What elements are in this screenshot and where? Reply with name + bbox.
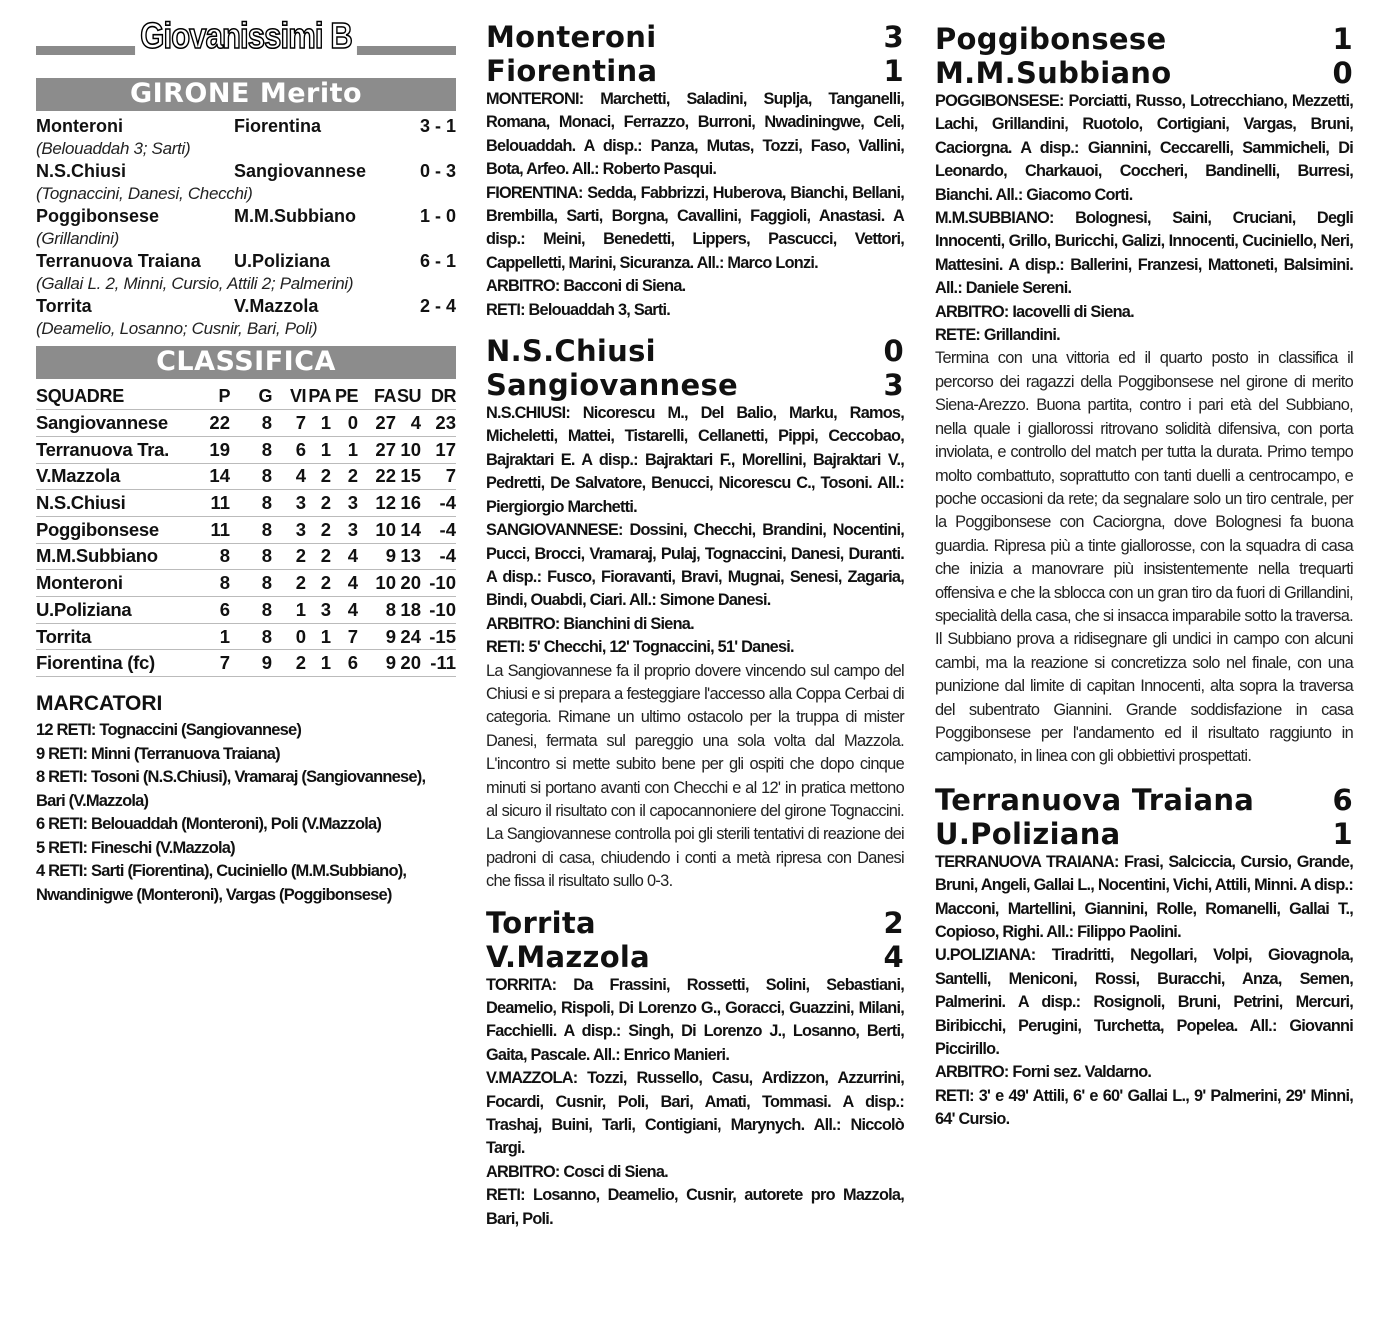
games-cell: 8 [230, 516, 272, 543]
wins-cell: 7 [272, 410, 306, 437]
result-away: M.M.Subbiano [234, 206, 356, 226]
marcatori-list [36, 719, 456, 907]
draws-cell: 3 [306, 597, 331, 624]
losses-cell: 1 [331, 436, 358, 463]
result-score: 6 - 1 [419, 251, 456, 271]
wins-cell: 4 [272, 463, 306, 490]
goals-for-cell: 10 [358, 516, 396, 543]
draws-cell: 2 [306, 490, 331, 517]
result-away: Sangiovannese [234, 161, 367, 181]
goals-for-cell: 22 [358, 463, 396, 490]
standings-header-row [36, 383, 456, 410]
wins-cell: 3 [272, 490, 306, 517]
goals: RETI: 3' e 49' Attili, 6' e 60' Gallai L., 9' Palmerini, 29' Minni, 64' Cursio. [935, 1086, 1353, 1129]
table-row [36, 543, 456, 570]
losses-cell: 3 [331, 490, 358, 517]
lineup-away: SANGIOVANNESE: Dossini, Checchi, Brandini, Nocentini, Pucci, Brocci, Vramaraj, Pulaj, Tognaccini, Danesi, Duranti. A disp.: Fusco, Fioravanti, Bravi, Mugnai, Senesi, Zagaria, Bindi, Ouabdi, Ciari. All.: Simone Danesi. [486, 521, 904, 610]
losses-cell: 4 [331, 543, 358, 570]
games-cell: 8 [230, 463, 272, 490]
lineup-home: POGGIBONSESE: Porciatti, Russo, Lotrecchiano, Mezzetti, Lachi, Grillandini, Ruotolo, Cortigiani, Vargas, Bruni, Caciorgna. A disp.: Giannini, Ceccarelli, Sammicheli, Di Leonardo, Charkauoi, Coccheri, Bandinelli, Burresi, Bianchi. All.: Giacomo Corti. [935, 92, 1353, 204]
section-title [36, 16, 456, 60]
col-header: PE [334, 385, 358, 406]
table-row [36, 490, 456, 517]
table-row [36, 650, 456, 677]
goal-diff-cell: -11 [421, 650, 456, 677]
result-scorers: (Tognaccini, Danesi, Checchi) [36, 183, 253, 203]
away-score: 0 [1332, 56, 1353, 90]
home-score: 0 [883, 334, 904, 369]
col-header: G [258, 385, 272, 406]
page-title: Giovanissimi B [135, 16, 357, 56]
list-item: 9 RETI: Minni (Terranuova Traiana) [36, 744, 280, 763]
home-score: 2 [883, 905, 904, 940]
goal-diff-cell: 23 [421, 410, 456, 437]
home-score: 1 [1332, 22, 1353, 56]
games-cell: 8 [230, 623, 272, 650]
draws-cell: 2 [306, 463, 331, 490]
goals-against-cell: 20 [396, 650, 421, 677]
points-cell: 7 [198, 650, 230, 677]
away-team: M.M.Subbiano [935, 56, 1172, 90]
goals: RETI: Belouaddah 3, Sarti. [486, 300, 671, 319]
result-score: 3 - 1 [419, 116, 456, 136]
goals-for-cell: 27 [358, 410, 396, 437]
col-header: FA [373, 385, 396, 406]
home-team: N.S.Chiusi [486, 334, 656, 369]
result-away: V.Mazzola [234, 296, 319, 316]
goals: RETI: 5' Checchi, 12' Tognaccini, 51' Danesi. [486, 638, 794, 657]
result-item [36, 205, 456, 250]
goals-against-cell: 16 [396, 490, 421, 517]
list-item: 4 RETI: Sarti (Fiorentina), Cuciniello (M.M.Subbiano), Nwandinigwe (Monteroni), Vargas (Poggibonsese) [36, 862, 407, 904]
wins-cell: 6 [272, 436, 306, 463]
lineup-home: MONTERONI: Marchetti, Saladini, Suplja, Tanganelli, Romana, Monaci, Ferrazzo, Burroni, Nwadiningwe, Celi, Belouaddah. A disp.: Panza, Mutas, Tozzi, Faso, Vallini, Bota, Arfeo. All.: Roberto Pasqui. [486, 90, 904, 179]
goals: RETE: Grillandini. [935, 326, 1060, 345]
points-cell: 8 [198, 570, 230, 597]
girone-header: GIRONE Merito [36, 78, 456, 111]
goal-diff-cell: -4 [421, 543, 456, 570]
results-list [36, 115, 456, 340]
result-home: N.S.Chiusi [36, 161, 127, 181]
team-name-cell: Sangiovannese [36, 410, 198, 437]
lineup-away: FIORENTINA: Sedda, Fabbrizzi, Huberova, Bianchi, Bellani, Brembilla, Sarti, Borgna, Cavallini, Faggioli, Anastasi. A disp.: Meini, Benedetti, Lippers, Pascucci, Vettori, Cappelletti, Marini, Sicuranza. All.: Marco Lonzi. [486, 183, 904, 272]
table-row [36, 570, 456, 597]
lineup-home: N.S.CHIUSI: Nicorescu M., Del Balio, Marku, Ramos, Micheletti, Mattei, Tistarelli, Cellanetti, Pippi, Ceccobao, Bajraktari E. A disp.: Bajraktari F., Morellini, Bajraktari V., Pedretti, De Salvatore, Benucci, Nicorescu C., Tosoni. All.: Piergiorgio Marchetti. [486, 404, 904, 516]
result-home: Poggibonsese [36, 206, 160, 226]
match-poggibonsese [935, 22, 1353, 769]
goals-against-cell: 24 [396, 623, 421, 650]
points-cell: 11 [198, 490, 230, 517]
goals: RETI: Losanno, Deamelio, Cusnir, autorete pro Mazzola, Bari, Poli. [486, 1186, 904, 1228]
team-name-cell: Fiorentina (fc) [36, 650, 198, 677]
match-report: Termina con una vittoria ed il quarto posto in classifica il percorso dei ragazzi della Poggibonsese nel girone di merito Siena-Arezzo. Buona partita, contro i pari età del Subbiano, nella quale i giallorossi ritrovano solidità difensiva, con porta inviolata, e controllo del match per tutta la durata. Primo tempo molto combattuto, soprattutto con tanti duelli a centrocampo, e poche occasioni da rete; da segnalare solo un tiro centrale, per la Poggibonsese con Caciorgna, dove Bolognesi fa buona guardia. Ripresa più a tinte giallorosse, con la squadra di casa che inizia a manovrare più insistentemente nella trequarti offensiva e che la sblocca con un gran tiro da fuori di Grillandini, specialità della casa, che si insacca imparabile sotto la traversa. Il Subbiano prova a ridisegnare gli undici in campo con alcuni cambi, ma la reazione si concretizza solo nel finale, con una punizione dal limite di capitan Innocenti, alta sopra la traversa del subentrato Giannini. Grande soddisfazione in casa Poggibonsese per l'andamento ed il risultato raggiunto in campionato, in linea con gli obbiettivi prospettati. [935, 349, 1353, 766]
team-name-cell: Terranuova Tra. [36, 436, 198, 463]
draws-cell: 1 [306, 623, 331, 650]
match-torrita [486, 906, 904, 1231]
losses-cell: 7 [331, 623, 358, 650]
away-score: 3 [883, 368, 904, 403]
list-item: 6 RETI: Belouaddah (Monteroni), Poli (V.Mazzola) [36, 815, 382, 834]
lineup-home: TERRANUOVA TRAIANA: Frasi, Salciccia, Cursio, Grande, Bruni, Angeli, Gallai L., Nocentini, Vichi, Attili, Minni. A disp.: Macconi, Martellini, Giannini, Rolle, Romanelli, Gallai T., Copioso, Righi. All.: Filippo Paolini. [935, 852, 1353, 941]
points-cell: 8 [198, 543, 230, 570]
games-cell: 8 [230, 436, 272, 463]
match-terranuova [935, 783, 1353, 1132]
wins-cell: 2 [272, 650, 306, 677]
points-cell: 19 [198, 436, 230, 463]
losses-cell: 2 [331, 463, 358, 490]
standings-table [36, 383, 456, 677]
away-team: V.Mazzola [486, 939, 651, 974]
draws-cell: 1 [306, 410, 331, 437]
draws-cell: 1 [306, 436, 331, 463]
col-header: P [218, 385, 230, 406]
result-home: Terranuova Traiana [36, 251, 201, 271]
goals-against-cell: 13 [396, 543, 421, 570]
list-item: 12 RETI: Tognaccini (Sangiovannese) [36, 721, 302, 740]
referee: ARBITRO: Iacovelli di Siena. [935, 302, 1134, 321]
goals-for-cell: 12 [358, 490, 396, 517]
result-score: 1 - 0 [419, 206, 456, 226]
wins-cell: 2 [272, 543, 306, 570]
away-score: 4 [883, 939, 904, 974]
table-row [36, 516, 456, 543]
match-report: La Sangiovannese fa il proprio dovere vincendo sul campo del Chiusi e si prepara a festeggiare l'accesso alla Coppa Cerbai di categoria. Rimane un ultimo ostacolo per la truppa di mister Danesi, fermata sul pareggio una sola volta dal Mazzola. L'incontro si mette subito bene per gli ospiti che dopo cinque minuti si portano avanti con Checchi e al 12' in pratica mettono al sicuro il risultato con il capocannoniere del girone Tognaccini. La Sangiovannese controlla poi gli sterili tentativi di reazione dei padroni di casa, chiudendo i conti a metà ripresa con Danesi che fissa il risultato sullo 0-3. [486, 661, 904, 891]
wins-cell: 0 [272, 623, 306, 650]
list-item: 8 RETI: Tosoni (N.S.Chiusi), Vramaraj (Sangiovannese), Bari (V.Mazzola) [36, 768, 426, 810]
match-chiusi [486, 334, 904, 894]
goal-diff-cell: -4 [421, 490, 456, 517]
col-header: SQUADRE [36, 385, 124, 406]
points-cell: 11 [198, 516, 230, 543]
goal-diff-cell: 17 [421, 436, 456, 463]
result-item [36, 250, 456, 295]
goals-against-cell: 15 [396, 463, 421, 490]
goals-against-cell: 4 [396, 410, 421, 437]
points-cell: 14 [198, 463, 230, 490]
team-name-cell: U.Poliziana [36, 597, 198, 624]
result-home: Torrita [36, 296, 92, 316]
points-cell: 22 [198, 410, 230, 437]
goals-for-cell: 8 [358, 597, 396, 624]
draws-cell: 2 [306, 543, 331, 570]
match-column-center [486, 20, 904, 1231]
wins-cell: 2 [272, 570, 306, 597]
standings-column [36, 0, 456, 907]
team-name-cell: Poggibonsese [36, 516, 198, 543]
away-team: Sangiovannese [486, 368, 738, 403]
goals-for-cell: 10 [358, 570, 396, 597]
team-name-cell: Torrita [36, 623, 198, 650]
losses-cell: 4 [331, 570, 358, 597]
points-cell: 6 [198, 597, 230, 624]
team-name-cell: N.S.Chiusi [36, 490, 198, 517]
result-score: 0 - 3 [419, 161, 456, 181]
draws-cell: 1 [306, 650, 331, 677]
table-row [36, 597, 456, 624]
away-score: 1 [883, 54, 904, 88]
result-home: Monteroni [36, 116, 123, 136]
result-scorers: (Belouaddah 3; Sarti) [36, 138, 191, 158]
match-column-right [935, 22, 1353, 1132]
home-team: Terranuova Traiana [935, 782, 1255, 817]
points-cell: 1 [198, 623, 230, 650]
draws-cell: 2 [306, 516, 331, 543]
goal-diff-cell: -10 [421, 597, 456, 624]
referee: ARBITRO: Cosci di Siena. [486, 1162, 668, 1181]
wins-cell: 3 [272, 516, 306, 543]
result-score: 2 - 4 [419, 296, 456, 316]
standings-body [36, 410, 456, 677]
away-score: 1 [1332, 816, 1353, 851]
classifica-header: CLASSIFICA [36, 346, 456, 379]
lineup-home: TORRITA: Da Frassini, Rossetti, Solini, Sebastiani, Deamelio, Rispoli, Di Lorenzo G., Goracci, Guazzini, Milani, Facchielli. A disp.: Singh, Di Lorenzo J., Losanno, Berti, Gaita, Pascale. All.: Enrico Manieri. [486, 975, 904, 1064]
goal-diff-cell: -10 [421, 570, 456, 597]
table-row [36, 623, 456, 650]
away-team: U.Poliziana [935, 816, 1121, 851]
goals-for-cell: 9 [358, 543, 396, 570]
col-header: VI [289, 385, 306, 406]
goal-diff-cell: 7 [421, 463, 456, 490]
result-item [36, 115, 456, 160]
games-cell: 8 [230, 543, 272, 570]
result-away: U.Poliziana [234, 251, 331, 271]
referee: ARBITRO: Bianchini di Siena. [486, 614, 694, 633]
result-scorers: (Deamelio, Losanno; Cusnir, Bari, Poli) [36, 318, 318, 338]
result-scorers: (Gallai L. 2, Minni, Cursio, Attili 2; Palmerini) [36, 273, 354, 293]
lineup-away: U.POLIZIANA: Tiradritti, Negollari, Volpi, Giovagnola, Santelli, Meniconi, Rossi, Buracchi, Anza, Semen, Palmerini. A disp.: Rosignoli, Bruni, Petrini, Mercuri, Biribicchi, Perugini, Turchetta, Popelea. All.: Giovanni Piccirillo. [935, 946, 1353, 1059]
col-header: SU [396, 385, 421, 406]
losses-cell: 3 [331, 516, 358, 543]
home-team: Monteroni [486, 20, 657, 54]
games-cell: 8 [230, 570, 272, 597]
referee: ARBITRO: Bacconi di Siena. [486, 277, 686, 296]
team-name-cell: Monteroni [36, 570, 198, 597]
draws-cell: 2 [306, 570, 331, 597]
result-away: Fiorentina [234, 116, 322, 136]
lineup-away: V.MAZZOLA: Tozzi, Russello, Casu, Ardizzon, Azzurrini, Focardi, Cusnir, Poli, Bari, Amati, Tommasi. A disp.: Trashaj, Buini, Tarli, Contigiani, Marynych. All.: Niccolò Targi. [486, 1069, 904, 1158]
col-header: PA [308, 385, 331, 406]
wins-cell: 1 [272, 597, 306, 624]
home-team: Poggibonsese [935, 22, 1167, 56]
goals-for-cell: 27 [358, 436, 396, 463]
referee: ARBITRO: Forni sez. Valdarno. [935, 1063, 1152, 1082]
goal-diff-cell: -4 [421, 516, 456, 543]
games-cell: 8 [230, 597, 272, 624]
result-item [36, 160, 456, 205]
home-team: Torrita [486, 905, 596, 940]
losses-cell: 6 [331, 650, 358, 677]
losses-cell: 4 [331, 597, 358, 624]
table-row [36, 436, 456, 463]
games-cell: 8 [230, 490, 272, 517]
result-scorers: (Grillandini) [36, 228, 120, 248]
table-row [36, 463, 456, 490]
goals-against-cell: 14 [396, 516, 421, 543]
games-cell: 9 [230, 650, 272, 677]
goals-against-cell: 10 [396, 436, 421, 463]
away-team: Fiorentina [486, 54, 658, 88]
goals-for-cell: 9 [358, 650, 396, 677]
goals-for-cell: 9 [358, 623, 396, 650]
table-row [36, 410, 456, 437]
goals-against-cell: 18 [396, 597, 421, 624]
losses-cell: 0 [331, 410, 358, 437]
lineup-away: M.M.SUBBIANO: Bolognesi, Saini, Cruciani, Degli Innocenti, Grillo, Buricchi, Galizi, Innocenti, Cuciniello, Neri, Mattesini. A disp.: Ballerini, Franzesi, Mattoneti, Balsimini. All.: Daniele Sereni. [935, 209, 1353, 298]
col-header: DR [431, 385, 456, 406]
goals-against-cell: 20 [396, 570, 421, 597]
goal-diff-cell: -15 [421, 623, 456, 650]
home-score: 6 [1332, 782, 1353, 817]
team-name-cell: M.M.Subbiano [36, 543, 198, 570]
match-monteroni [486, 20, 904, 322]
result-item [36, 295, 456, 340]
team-name-cell: V.Mazzola [36, 463, 198, 490]
home-score: 3 [883, 20, 904, 54]
marcatori-title: MARCATORI [36, 692, 163, 716]
games-cell: 8 [230, 410, 272, 437]
list-item: 5 RETI: Fineschi (V.Mazzola) [36, 838, 235, 857]
